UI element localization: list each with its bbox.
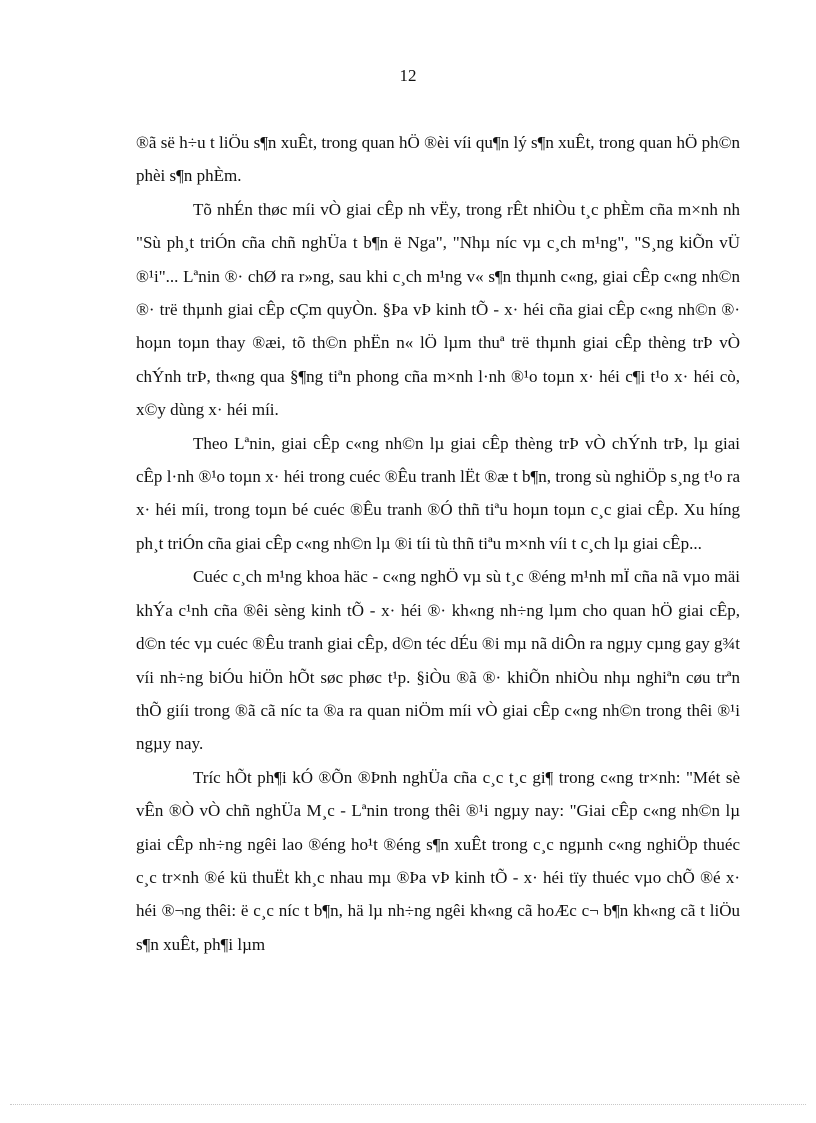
paragraph-2: Tõ nhÉn thøc míi vÒ giai cÊp nh vËy, trong rÊt nhiÒu t¸c phÈm cña m×nh nh "Sù ph¸t triÓn cña chñ nghÜa t b¶n ë Nga", "Nhµ níc vµ c¸ch m¹ng", "S¸ng kiÕn vÜ ®¹i"... Lªnin ®· chØ ra r»ng, sau khi c¸ch m¹ng v« s¶n thµnh c«ng, giai cÊp c«ng nh©n ®· trë thµnh giai cÊp cÇm quyÒn. §Þa vÞ kinh tÕ - x· héi cña giai cÊp c«ng nh©n ®· hoµn toµn thay ®æi, tõ th©n phËn n« lÖ lµm thuª trë thµnh giai cÊp thèng trÞ vÒ chÝnh trÞ, th«ng qua §¶ng tiªn phong cña m×nh l·nh ®¹o toµn x· héi c¶i t¹o x· héi cò, x©y dùng x· héi míi. <box>136 199 740 420</box>
paragraph-1: ®ã së h÷u t liÖu s¶n xuÊt, trong quan hÖ ®èi víi qu¶n lý s¶n xuÊt, trong quan hÖ ph©n phèi s¶n phÈm. <box>136 133 740 186</box>
page-number: 12 <box>399 66 417 85</box>
paragraph-3: Theo Lªnin, giai cÊp c«ng nh©n lµ giai cÊp thèng trÞ vÒ chÝnh trÞ, lµ giai cÊp l·nh ®¹o toµn x· héi trong cuéc ®Êu tranh lËt ®æ t b¶n, trong sù nghiÖp s¸ng t¹o ra x· héi míi, trong toµn bé cuéc ®Êu tranh ®Ó thñ tiªu hoµn toµn c¸c giai cÊp. Xu híng ph¸t triÓn cña giai cÊp c«ng nh©n lµ ®i tíi tù thñ tiªu m×nh víi t c¸ch lµ giai cÊp... <box>136 433 740 553</box>
page-bottom-divider <box>10 1104 806 1105</box>
paragraph-5: Tríc hÕt ph¶i kÓ ®Õn ®Þnh nghÜa cña c¸c t¸c gi¶ trong c«ng tr×nh: "Mét sè vÊn ®Ò vÒ chñ nghÜa M¸c - Lªnin trong thêi ®¹i ngµy nay: "Giai cÊp c«ng nh©n lµ giai cÊp nh÷ng ngêi lao ®éng ho¹t ®éng s¶n xuÊt trong c¸c ngµnh c«ng nghiÖp thuéc c¸c tr×nh ®é kü thuËt kh¸c nhau mµ ®Þa vÞ kinh tÕ - x· héi tïy thuéc vµo chÕ ®é x· héi ®¬ng thêi: ë c¸c níc t b¶n, hä lµ nh÷ng ngêi kh«ng cã hoÆc c¬ b¶n kh«ng cã t liÖu s¶n xuÊt, ph¶i lµm <box>136 767 740 954</box>
body-text <box>136 126 740 961</box>
paragraph-4: Cuéc c¸ch m¹ng khoa häc - c«ng nghÖ vµ sù t¸c ®éng m¹nh mÏ cña nã vµo mäi khÝa c¹nh cña ®êi sèng kinh tÕ - x· héi ®· kh«ng nh÷ng lµm cho quan hÖ giai cÊp, d©n téc vµ cuéc ®Êu tranh giai cÊp, d©n téc dÉu ®i mµ nã diÔn ra ngµy cµng gay g¾t víi nh÷ng biÓu hiÖn hÕt søc phøc t¹p. §iÒu ®ã ®· khiÕn nhiÒu nhµ nghiªn cøu trªn thÕ giíi trong ®ã cã níc ta ®a ra quan niÖm míi vÒ giai cÊp c«ng nh©n trong thêi ®¹i ngµy nay. <box>136 567 740 754</box>
